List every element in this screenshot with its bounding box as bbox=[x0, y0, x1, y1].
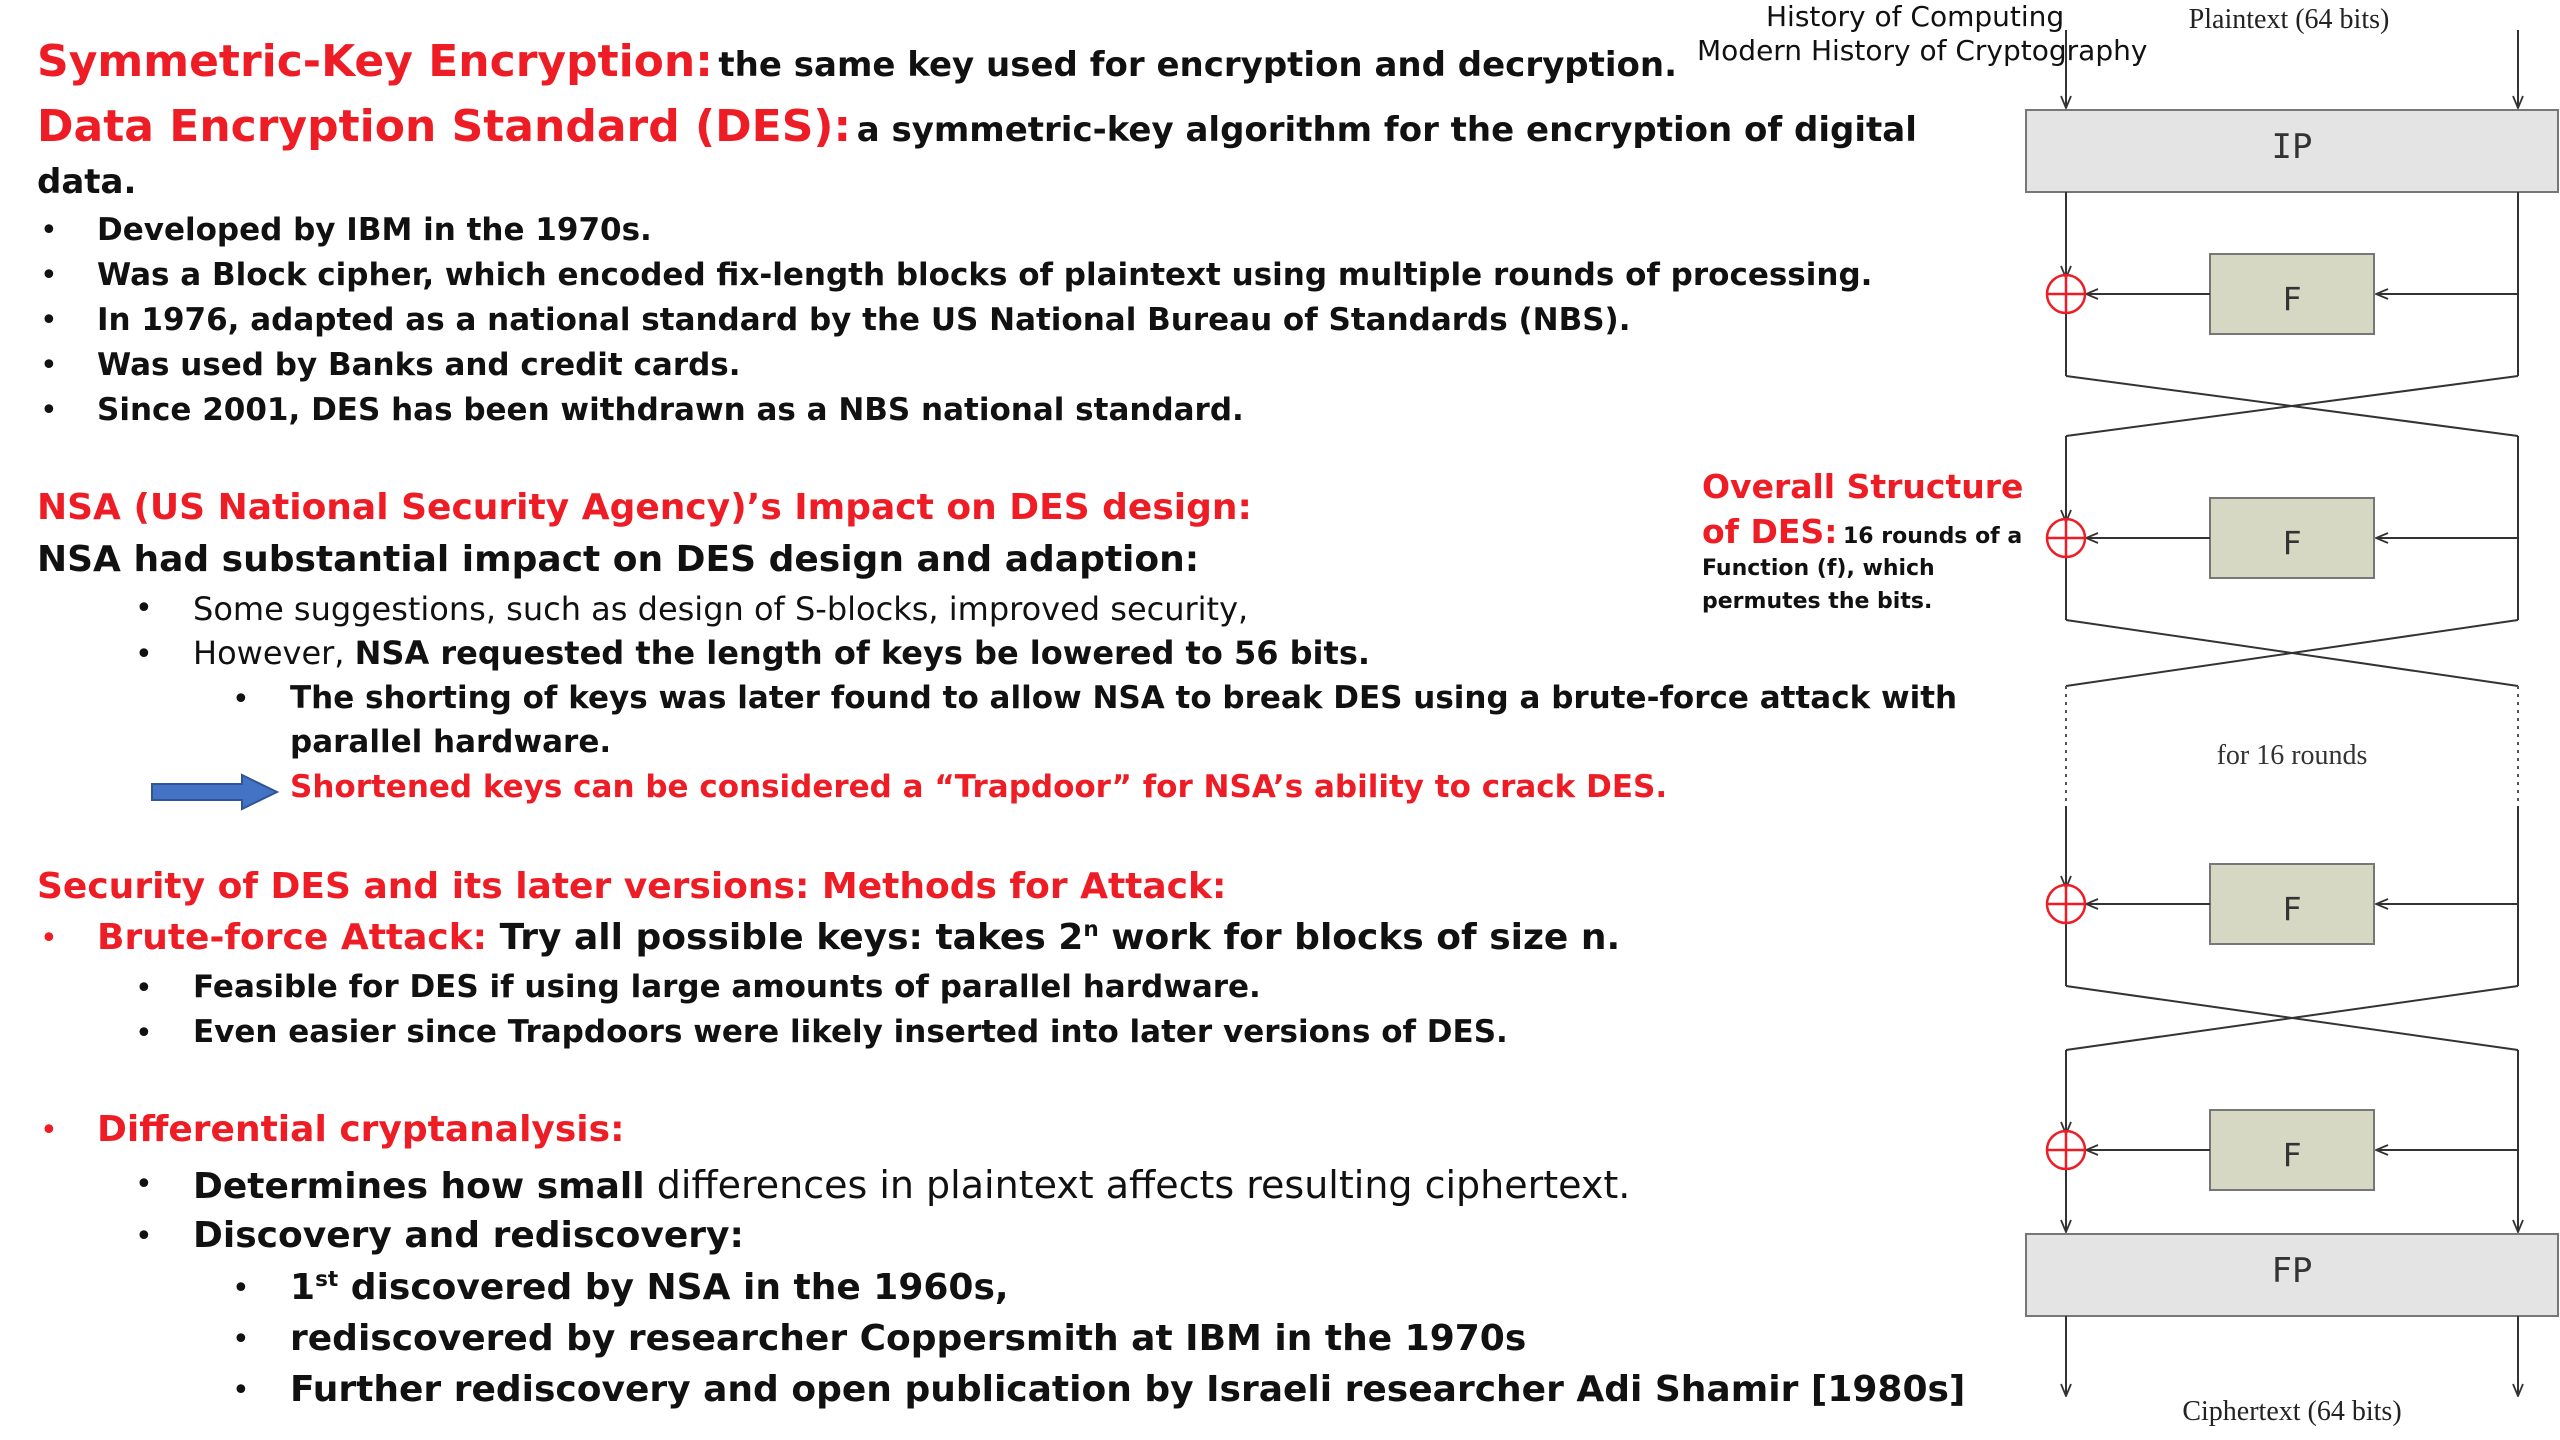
nsa-item-keylength bbox=[193, 634, 1370, 672]
xor-icon bbox=[2047, 519, 2085, 557]
differential-item-1 bbox=[193, 1163, 1630, 1207]
nsa-title: NSA (US National Security Agency)’s Impact on DES design: bbox=[37, 487, 1252, 528]
brute-force-desc-b: work for blocks of size n. bbox=[1111, 917, 1621, 958]
brute-force-line bbox=[97, 917, 1620, 958]
symmetric-key-title: Symmetric-Key Encryption: bbox=[37, 36, 713, 87]
bullet-dot: • bbox=[232, 1322, 250, 1357]
differential-item-1-rest: differences in plaintext affects resulting ciphertext. bbox=[656, 1163, 1631, 1207]
intro-bullet: Was a Block cipher, which encoded fix-length blocks of plaintext using multiple rounds of processing. bbox=[97, 257, 1873, 293]
des-title: Data Encryption Standard (DES): bbox=[37, 101, 852, 152]
bullet-dot: • bbox=[232, 1373, 250, 1408]
header-line1: History of Computing bbox=[1766, 0, 2065, 33]
brute-force-desc-a: Try all possible keys: takes 2 bbox=[499, 917, 1084, 958]
bullet-dot: • bbox=[135, 637, 153, 672]
bullet-dot: • bbox=[40, 393, 58, 428]
des-desc-cont: data. bbox=[37, 162, 137, 202]
bullet-dot: • bbox=[135, 1219, 153, 1254]
brute-force-item: Even easier since Trapdoors were likely inserted into later versions of DES. bbox=[193, 1014, 1508, 1050]
discovery-nsa-text: discovered by NSA in the 1960s, bbox=[350, 1267, 1009, 1308]
bullet-dot: • bbox=[232, 1271, 250, 1306]
bullet-dot: • bbox=[40, 258, 58, 293]
caption-title-b: of DES: bbox=[1702, 512, 1838, 551]
right-arrow-icon bbox=[150, 773, 280, 811]
xor-icon bbox=[2047, 885, 2085, 923]
caption-desc-a: 16 rounds of a bbox=[1843, 524, 2023, 549]
symmetric-key-line bbox=[37, 36, 1677, 87]
brute-force-exponent: n bbox=[1083, 917, 1099, 942]
header-line2: Modern History of Cryptography bbox=[1697, 34, 2148, 67]
trapdoor-note: Shortened keys can be considered a “Trapdoor” for NSA’s ability to crack DES. bbox=[290, 769, 1668, 805]
xor-icon bbox=[2047, 275, 2085, 313]
intro-bullet: Was used by Banks and credit cards. bbox=[97, 347, 741, 383]
bullet-dot: • bbox=[135, 971, 153, 1006]
bullet-dot: • bbox=[232, 682, 250, 717]
intro-bullet: In 1976, adapted as a national standard by the US National Bureau of Standards (NBS). bbox=[97, 302, 1631, 338]
f-label: F bbox=[2282, 524, 2302, 562]
caption-title-a: Overall Structure bbox=[1702, 467, 2024, 506]
caption-desc-b: Function (f), which bbox=[1702, 556, 1935, 581]
differential-item-1-bold: Determines how small bbox=[193, 1166, 645, 1207]
intro-bullet: Since 2001, DES has been withdrawn as a NBS national standard. bbox=[97, 392, 1244, 428]
intro-bullet: Developed by IBM in the 1970s. bbox=[97, 212, 652, 248]
nsa-item-keylength-bold: NSA requested the length of keys be lowered to 56 bits. bbox=[354, 634, 1371, 672]
des-structure-diagram bbox=[1990, 0, 2560, 1440]
bullet-dot: • bbox=[135, 1167, 153, 1202]
bullet-dot: • bbox=[135, 1016, 153, 1051]
caption-line-2 bbox=[1702, 512, 2022, 551]
des-desc: a symmetric-key algorithm for the encryption of digital bbox=[856, 110, 1917, 150]
differential-label: Differential cryptanalysis: bbox=[97, 1109, 625, 1150]
brute-force-label: Brute-force Attack: bbox=[97, 917, 488, 958]
des-line bbox=[37, 101, 1917, 152]
discovery-coppersmith: rediscovered by researcher Coppersmith at IBM in the 1970s bbox=[290, 1318, 1527, 1359]
nsa-item-keylength-prefix: However, bbox=[193, 634, 345, 672]
plaintext-label: Plaintext (64 bits) bbox=[2188, 4, 2390, 35]
bullet-dot: • bbox=[135, 591, 153, 626]
bullet-dot: • bbox=[40, 303, 58, 338]
discovery-nsa-ordinal: 1 bbox=[290, 1267, 316, 1308]
bullet-dot: • bbox=[40, 1113, 58, 1148]
nsa-shorting-line2: parallel hardware. bbox=[290, 724, 612, 760]
nsa-subtitle: NSA had substantial impact on DES design and adaption: bbox=[37, 539, 1200, 580]
discovery-nsa bbox=[290, 1267, 1009, 1308]
fp-label: FP bbox=[2271, 1251, 2313, 1291]
discovery-shamir: Further rediscovery and open publication by Israeli researcher Adi Shamir [1980s] bbox=[290, 1369, 1966, 1410]
bullet-dot: • bbox=[40, 348, 58, 383]
bullet-dot: • bbox=[40, 921, 58, 956]
nsa-shorting-line1: The shorting of keys was later found to allow NSA to break DES using a brute-force attack with bbox=[290, 680, 1958, 716]
f-label: F bbox=[2282, 280, 2302, 318]
f-label: F bbox=[2282, 1136, 2302, 1174]
brute-force-item: Feasible for DES if using large amounts of parallel hardware. bbox=[193, 969, 1261, 1005]
f-label: F bbox=[2282, 890, 2302, 928]
for-16-rounds-label: for 16 rounds bbox=[2216, 740, 2368, 771]
ciphertext-label: Ciphertext (64 bits) bbox=[2182, 1396, 2402, 1427]
caption-desc-c: permutes the bits. bbox=[1702, 589, 1933, 614]
discovery-nsa-sup: st bbox=[315, 1267, 339, 1292]
nsa-item-sblocks: Some suggestions, such as design of S-blocks, improved security, bbox=[193, 590, 1249, 628]
differential-item-2: Discovery and rediscovery: bbox=[193, 1215, 744, 1256]
ip-label: IP bbox=[2271, 127, 2313, 167]
symmetric-key-desc: the same key used for encryption and decryption. bbox=[718, 45, 1677, 85]
security-title: Security of DES and its later versions: Methods for Attack: bbox=[37, 866, 1227, 907]
bullet-dot: • bbox=[40, 213, 58, 248]
xor-icon bbox=[2047, 1131, 2085, 1169]
